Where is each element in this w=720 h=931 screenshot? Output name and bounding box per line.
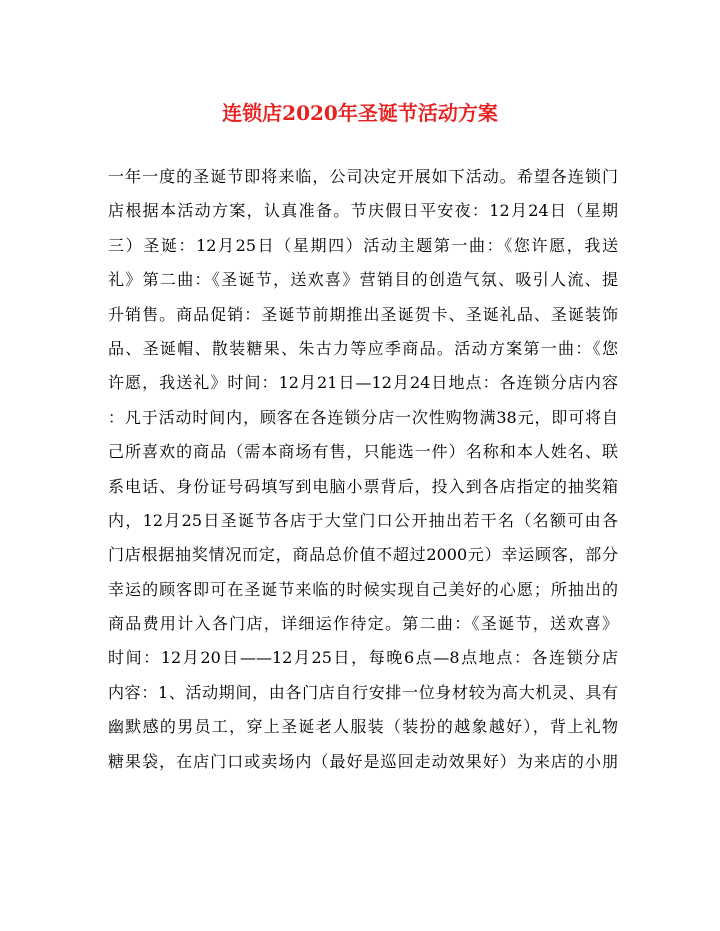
body-text-line: 系电话、身份证号码填写到电脑小票背后，投入到各店指定的抽奖箱: [108, 476, 618, 496]
body-text-line: 时间：12月20日——12月25日，每晚6点—8点地点：各连锁分店: [108, 648, 618, 668]
document-title: 连锁店2020年圣诞节活动方案: [222, 101, 498, 125]
body-text-line: 幽默感的男员工，穿上圣诞老人服装（装扮的越象越好），背上礼物: [108, 717, 618, 737]
document-body: [108, 160, 618, 779]
body-text-line: 幸运的顾客即可在圣诞节来临的时候实现自己美好的心愿；所抽出的: [108, 579, 618, 599]
body-text-line: 礼》第二曲：《圣诞节，送欢喜》营销目的创造气氛、吸引人流、提: [108, 270, 618, 290]
body-text-line: 品、圣诞帽、散装糖果、朱古力等应季商品。活动方案第一曲：《您: [108, 338, 618, 358]
body-text-line: 店根据本活动方案，认真准备。节庆假日平安夜：12月24日（星期: [108, 201, 618, 221]
body-text-line: 内，12月25日圣诞节各店于大堂门口公开抽出若干名（名额可由各: [108, 510, 618, 530]
body-text-line: 三）圣诞：12月25日（星期四）活动主题第一曲：《您许愿，我送: [108, 235, 618, 255]
body-text-line: ：凡于活动时间内，顾客在各连锁分店一次性购物满38元，即可将自: [108, 407, 618, 427]
body-text-line: 己所喜欢的商品（需本商场有售，只能选一件）名称和本人姓名、联: [108, 442, 618, 462]
body-text-line: 升销售。商品促销：圣诞节前期推出圣诞贺卡、圣诞礼品、圣诞装饰: [108, 304, 618, 324]
body-text-line: 商品费用计入各门店，详细运作待定。第二曲：《圣诞节，送欢喜》: [108, 614, 618, 634]
body-text-line: 门店根据抽奖情况而定，商品总价值不超过2000元）幸运顾客，部分: [108, 545, 618, 565]
body-text-line: 内容：1、活动期间，由各门店自行安排一位身材较为高大机灵、具有: [108, 682, 618, 702]
body-text-line: 许愿，我送礼》时间：12月21日—12月24日地点：各连锁分店内容: [108, 373, 618, 393]
body-text-line: 糖果袋，在店门口或卖场内（最好是巡回走动效果好）为来店的小朋: [108, 751, 618, 771]
body-text-line: 一年一度的圣诞节即将来临，公司决定开展如下活动。希望各连锁门: [108, 167, 618, 186]
